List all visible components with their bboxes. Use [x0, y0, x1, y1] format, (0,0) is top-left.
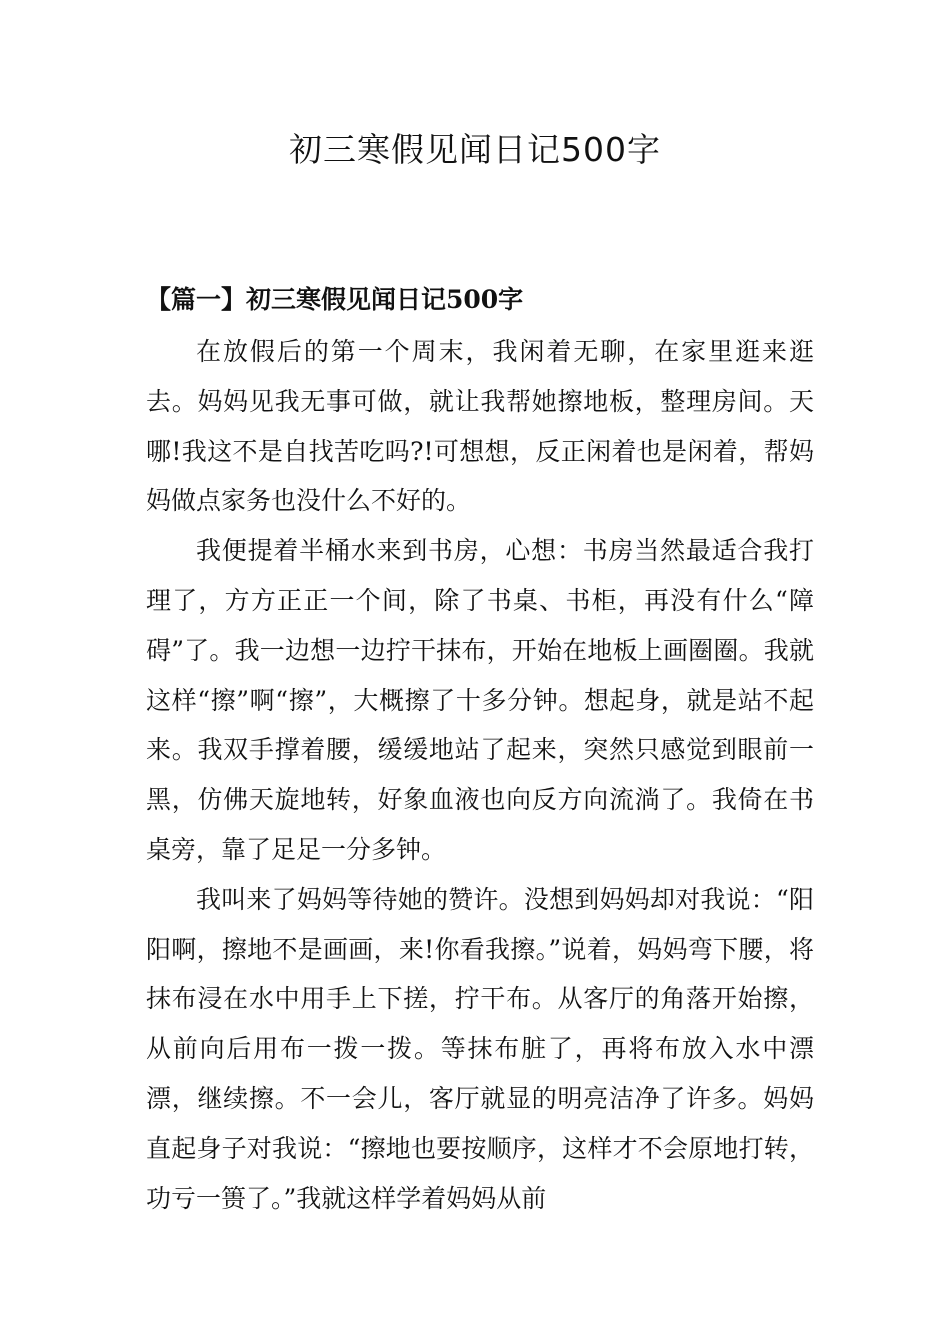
document-body: [146, 327, 814, 1223]
paragraph-2: 我便提着半桶水来到书房，心想：书房当然最适合我打理了，方方正正一个间，除了书桌、书柜，再没有什么“障碍”了。我一边想一边拧干抹布，开始在地板上画圈圈。我就这样“擦”啊“擦”，大概擦了十多分钟。想起身，就是站不起来。我双手撑着腰，缓缓地站了起来，突然只感觉到眼前一黑，仿佛天旋地转，好象血液也向反方向流淌了。我倚在书桌旁，靠了足足一分多钟。: [146, 536, 814, 864]
section-heading: 【篇一】初三寒假见闻日记500字: [146, 285, 524, 314]
paragraph-1: 在放假后的第一个周末，我闲着无聊，在家里逛来逛去。妈妈见我无事可做，就让我帮她擦地板，整理房间。天哪!我这不是自找苦吃吗?!可想想，反正闲着也是闲着，帮妈妈做点家务也没什么不好的。: [146, 337, 814, 516]
document-title: 初三寒假见闻日记500字: [289, 130, 661, 169]
paragraph-3: 我叫来了妈妈等待她的赞许。没想到妈妈却对我说：“阳阳啊，擦地不是画画，来!你看我擦。”说着，妈妈弯下腰，将抹布浸在水中用手上下搓，拧干布。从客厅的角落开始擦，从前向后用布一拨一拨。等抹布脏了，再将布放入水中漂漂，继续擦。不一会儿，客厅就显的明亮洁净了许多。妈妈直起身子对我说：“擦地也要按顺序，这样才不会原地打转，功亏一篑了。”我就这样学着妈妈从前: [146, 884, 814, 1213]
